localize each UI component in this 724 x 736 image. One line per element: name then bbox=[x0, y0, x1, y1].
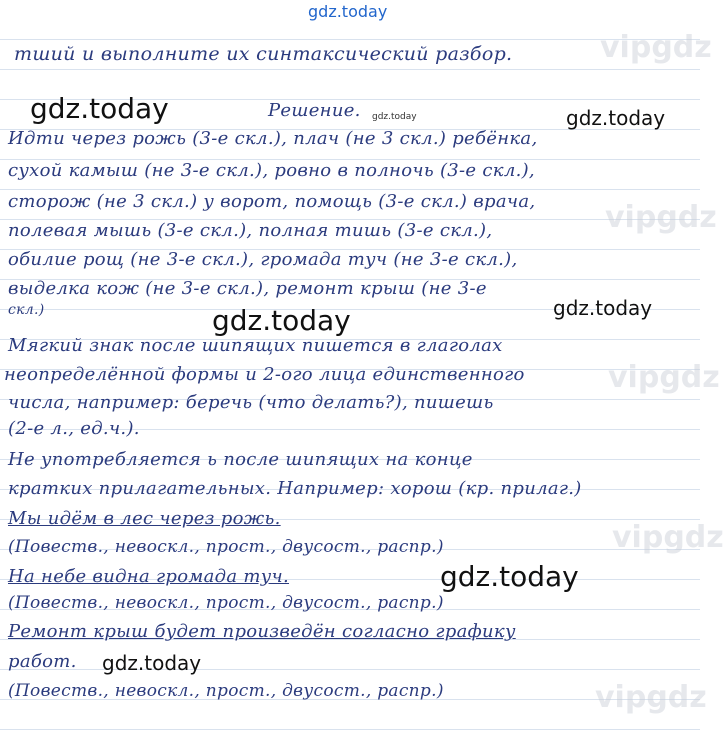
text-line: скл.) bbox=[8, 302, 45, 318]
main-watermark: gdz.today bbox=[566, 106, 666, 130]
text-line: полевая мышь (3-е скл.), полная тишь (3-е скл.), bbox=[8, 220, 493, 241]
rule-line: числа, например: беречь (что делать?), пишешь bbox=[8, 392, 494, 413]
small-watermark: gdz.today bbox=[372, 112, 417, 122]
main-watermark: gdz.today bbox=[102, 651, 202, 675]
sentence-line: Ремонт крыш будет произведён согласно графику bbox=[8, 621, 516, 642]
main-watermark: gdz.today bbox=[30, 92, 169, 125]
faint-watermark: vipgdz bbox=[605, 200, 717, 235]
main-watermark: gdz.today bbox=[440, 560, 579, 593]
faint-watermark: vipgdz bbox=[595, 680, 707, 715]
rule-line: кратких прилагательных. Например: хорош (кр. прилаг.) bbox=[8, 478, 582, 499]
rule-line: Не употребляется ь после шипящих на конце bbox=[8, 449, 473, 470]
main-watermark: gdz.today bbox=[212, 304, 351, 337]
faint-watermark: vipgdz bbox=[608, 360, 720, 395]
task-line: тший и выполните их синтаксический разбор. bbox=[14, 43, 513, 65]
main-watermark: gdz.today bbox=[553, 296, 653, 320]
sentence-line: На небе видна громада туч. bbox=[8, 566, 290, 587]
solution-heading: Решение. bbox=[268, 100, 361, 121]
text-line: сторож (не 3 скл.) у ворот, помощь (3-е скл.) врача, bbox=[8, 191, 536, 212]
analysis-line: (Повеств., невоскл., прост., двусост., распр.) bbox=[8, 681, 444, 701]
top-watermark: gdz.today bbox=[308, 2, 388, 21]
rule-line: Мягкий знак после шипящих пишется в глаголах bbox=[8, 335, 503, 356]
text-line: выделка кож (не 3-е скл.), ремонт крыш (не 3-е bbox=[8, 278, 487, 299]
rule-line: неопределённой формы и 2-ого лица единственного bbox=[4, 364, 525, 385]
faint-watermark: vipgdz bbox=[612, 520, 724, 555]
text-line: Идти через рожь (3-е скл.), плач (не 3 скл.) ребёнка, bbox=[8, 128, 538, 149]
rule-line: (2-е л., ед.ч.). bbox=[8, 418, 140, 439]
sentence-line: работ. bbox=[8, 651, 77, 672]
analysis-line: (Повеств., невоскл., прост., двусост., распр.) bbox=[8, 593, 444, 613]
text-line: обилие рощ (не 3-е скл.), громада туч (не 3-е скл.), bbox=[8, 249, 518, 270]
text-line: сухой камыш (не 3-е скл.), ровно в полночь (3-е скл.), bbox=[8, 160, 535, 181]
analysis-line: (Повеств., невоскл., прост., двусост., распр.) bbox=[8, 537, 444, 557]
faint-watermark: vipgdz bbox=[600, 30, 712, 65]
sentence-line: Мы идём в лес через рожь. bbox=[8, 508, 281, 529]
